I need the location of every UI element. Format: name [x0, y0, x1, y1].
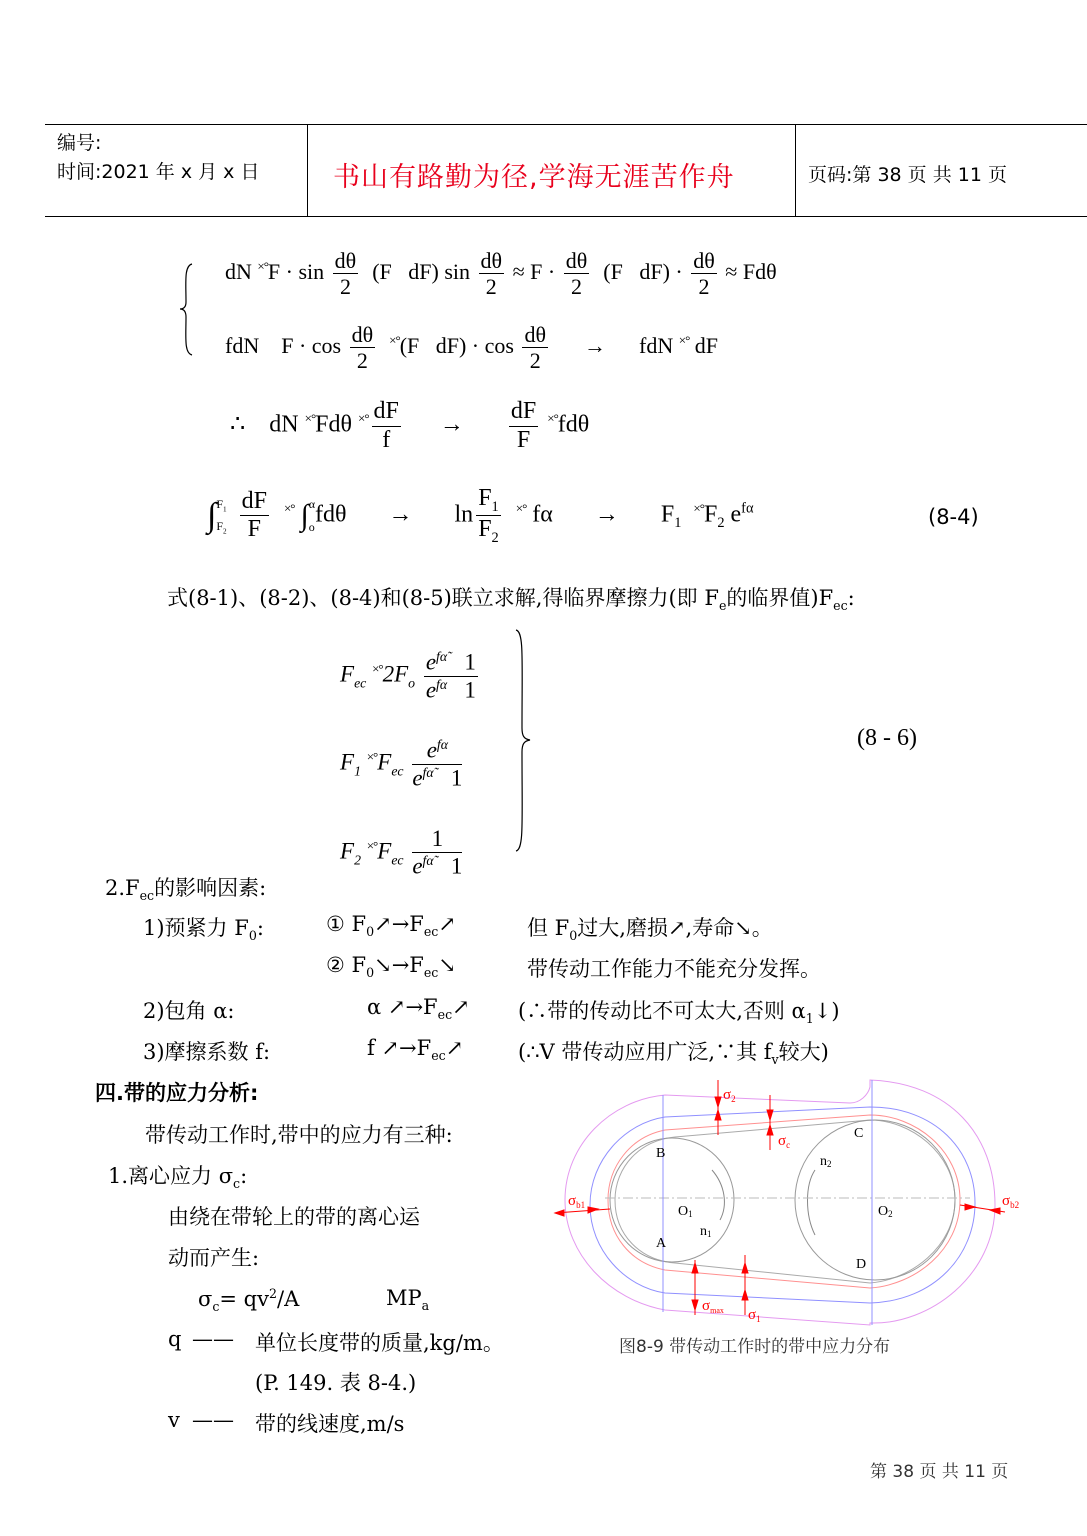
integral-sign: ∫ [207, 496, 217, 534]
large-pulley [795, 1120, 955, 1280]
solve-text-end: 的临界值)F [726, 586, 834, 610]
system-row-1: $F_{ec}$ $^{\times^\circ}2F_o$ $\frac{e^{f\alphã} 1}{e^{f\alpha} 1}$ [340, 648, 476, 703]
center-label-O1: O1 [678, 1204, 693, 1219]
eq1-fraction-1: $\frac{d\theta}{2}$ [334, 248, 357, 300]
stress-desc-2: 动而产生: [168, 1246, 260, 1270]
euler-exponent: fα [741, 500, 754, 517]
eq1-lhs: dN [225, 258, 252, 284]
n1-rotation-arc [712, 1170, 724, 1220]
integral-result: fα [532, 501, 553, 528]
integral-relation: ×° [693, 500, 704, 516]
factor-2-label: 2)包角 α: [143, 999, 235, 1023]
integral-equation: ∫ $F_1$ $F_2$ $\frac{dF}{F}$ ×° ∫ α o fdθ → ln $\frac{F_1}{F_2}$ ×° fα → $F_1$ $^{\times^\circ}F_2$ $e^{f\alpha}$ [207, 485, 754, 547]
stress-label-sigmac: $\sigma_c$ [778, 1133, 791, 1150]
factor-1-case-2-note: 带传动工作能力不能充分发挥。 [527, 957, 821, 981]
therefore-term: dN [269, 411, 299, 438]
document-number-label: 编号: [57, 132, 102, 154]
eq2-rhs-relation: ×° [678, 332, 690, 348]
point-label-D: D [856, 1257, 867, 1272]
stress-unit: $MP_a$ [386, 1286, 430, 1314]
ln-symbol: ln [454, 501, 474, 528]
document-time-label: 时间:2021 年 x 月 x 日 [57, 161, 260, 183]
therefore-relation: ×° [547, 410, 558, 426]
n2-rotation-arc [808, 1170, 816, 1235]
euler-F1: F [660, 501, 675, 528]
eq1-fraction-4: $\frac{d\theta}{2}$ [693, 248, 715, 300]
q-symbol: q [168, 1327, 182, 1351]
ln-fraction: $\frac{F_1}{F_2}$ [478, 485, 499, 547]
integral-relation: ×° [283, 500, 295, 516]
therefore-relation: ×° [358, 410, 369, 426]
factor-3-relation: f $↗\to F_{ec}↗$ [367, 1036, 464, 1064]
stress-section-heading: 四.带的应力分析: [95, 1081, 259, 1105]
center-label-O2: O2 [878, 1204, 893, 1219]
eq2-rhs: fdN [639, 332, 674, 358]
factor-1-case-2: ② $F_0↘\to F_{ec}↘$ [326, 953, 456, 981]
system-row-3: $F_2$ $^{\times^\circ}F_{ec}$ $\frac{1}{e^{f\alphã} 1}$ [340, 825, 463, 879]
eq1-term: dF) sin [408, 258, 471, 284]
eq2-fraction-1: $\frac{d\theta}{2}$ [351, 322, 374, 374]
point-label-B: B [656, 1146, 666, 1161]
q-description: 单位长度带的质量,kg/m。 [255, 1331, 504, 1355]
speed-label-n1: n1 [700, 1224, 712, 1239]
stress-item-1: 1.离心应力 $\sigma_c$: [108, 1164, 248, 1192]
eq1-term: (F [372, 258, 392, 284]
header-bottom-rule [45, 216, 1087, 217]
v-description: 带的线速度,m/s [255, 1412, 405, 1436]
q-reference: (P. 149. 表 8-4.) [255, 1371, 417, 1395]
centrifugal-formula: $\sigma_c= qv^2/A$ [198, 1286, 300, 1315]
stress-label-sigmab1: $\sigma_{b1}$ [568, 1193, 586, 1210]
header-page-info: 页码:第 38 页 共 11 页 [808, 164, 1007, 186]
stress-label-sigma2: $\sigma_2$ [723, 1087, 736, 1104]
therefore-term: Fdθ [315, 411, 352, 438]
solve-paragraph: 式(8-1)、(8-2)、(8-4)和(8-5)联立求解,得临界摩擦力(即 $F_e$的临界值)$F_{ec}$: [167, 586, 855, 614]
header-divider-2 [795, 125, 796, 217]
eq1-fraction-2: $\frac{d\theta}{2}$ [480, 248, 503, 300]
factor-1-case-1: ① $F_0↗\to F_{ec}↗$ [326, 912, 456, 940]
factor-3-note: (∴V 带传动应用广泛,∵其 $f_v$较大) [518, 1040, 829, 1068]
integral-arrow-2: → [594, 501, 619, 528]
outer-stress-envelope [565, 1080, 995, 1325]
stress-label-sigma1: $\sigma_1$ [748, 1307, 761, 1324]
euler-F2: F [703, 501, 718, 528]
therefore-fraction-2: $\frac{dF}{F}$ [510, 398, 537, 453]
stress-label-sigmab2: $\sigma_{b2}$ [1002, 1193, 1020, 1210]
eq2-term: F · cos [281, 332, 342, 358]
eq1-term: F · sin [267, 258, 325, 284]
factor-3-label: 3)摩擦系数 f: [143, 1040, 271, 1064]
therefore-relation: ×° [304, 410, 316, 426]
integral-limits-1: $F_1$ $F_2$ [216, 497, 227, 536]
integral-sign-2: ∫ [300, 498, 309, 532]
eq1-approx: ≈ F · [512, 258, 556, 284]
footer-page-info: 第 38 页 共 11 页 [870, 1462, 1009, 1482]
q-dash: —— [192, 1327, 234, 1351]
factor-2-relation: α $↗\to F_{ec}↗$ [367, 995, 470, 1023]
right-brace [512, 628, 534, 853]
euler-exp-base: e [730, 501, 742, 528]
v-dash: —— [192, 1408, 234, 1432]
small-pulley [610, 1138, 734, 1262]
therefore-equation [230, 398, 589, 454]
integral-fraction: $\frac{dF}{F}$ [241, 487, 267, 543]
equation-line-2 [225, 322, 718, 374]
header-motto: 书山有路勤为径,学海无涯苦作舟 [333, 162, 735, 193]
stress-label-sigmamax: $\sigma_{max}$ [702, 1298, 724, 1315]
stress-desc-1: 由绕在带轮上的带的离心运 [168, 1205, 420, 1229]
eq1-end: ≈ Fdθ [725, 258, 777, 284]
eq2-fraction-2: $\frac{d\theta}{2}$ [524, 322, 547, 374]
figure-caption: 图8-9 带传动工作时的带中应力分布 [619, 1337, 891, 1357]
eq1-term: (F [603, 258, 623, 284]
factor-1-label: 1)预紧力 $F_0$: [143, 916, 264, 944]
speed-label-n2: n2 [820, 1154, 832, 1169]
point-label-C: C [854, 1126, 864, 1141]
equation-label-8-6: (8 - 6) [857, 725, 917, 751]
eq2-rhs-end: dF [694, 332, 719, 358]
eq2-term: (F [399, 332, 420, 358]
eq2-term: dF) · cos [435, 332, 514, 358]
header-divider-1 [307, 125, 308, 217]
eq1-term: dF) · [639, 258, 683, 284]
v-symbol: v [168, 1408, 180, 1432]
system-row-2: $F_1$ $^{\times^\circ}F_{ec}$ $\frac{e^{f\alpha}}{e^{f\alphã} 1}$ [340, 737, 463, 791]
integral-limits-2: α o [308, 497, 316, 534]
eq1-fraction-3: $\frac{d\theta}{2}$ [565, 248, 588, 300]
factor-2-note: (∴带的传动比不可太大,否则 $\alpha_1↓$) [518, 999, 840, 1027]
factors-heading: $2.F_{ec}$的影响因素: [105, 876, 267, 904]
therefore-symbol: ∴ [230, 411, 246, 438]
eq2-arrow: → [584, 332, 607, 358]
system-row-1-fraction: $\frac{e^{f\alphã} 1}{e^{f\alpha} 1}$ [425, 648, 476, 703]
therefore-fraction-1: $\frac{dF}{f}$ [373, 398, 399, 453]
factor-1-case-1-note: 但 $F_0$过大,磨损↗,寿命↘。 [527, 916, 773, 944]
equation-label-8-4: (8-4) [928, 505, 979, 529]
integral-arrow-1: → [388, 501, 413, 528]
eq2-relation-glyph: ×° [389, 332, 400, 348]
critical-force-system [340, 632, 481, 897]
system-row-3-fraction: $\frac{1}{e^{f\alphã} 1}$ [412, 825, 463, 879]
eq1-relation-glyph: ×° [257, 258, 268, 274]
equation-line-1 [225, 248, 777, 300]
left-brace [178, 262, 198, 357]
belt-stress-diagram [550, 1075, 1040, 1335]
stress-intro: 带传动工作时,带中的应力有三种: [145, 1123, 453, 1147]
therefore-arrow: → [439, 411, 464, 438]
eq2-lhs: fdN [225, 332, 260, 358]
solve-text: 式(8-1)、(8-2)、(8-4)和(8-5)联立求解,得临界摩擦力(即 F [167, 586, 719, 610]
therefore-term: fdθ [557, 411, 590, 438]
header-top-rule [45, 124, 1087, 125]
integral-relation: ×° [515, 500, 527, 516]
point-label-A: A [656, 1236, 667, 1251]
system-row-2-fraction: $\frac{e^{f\alpha}}{e^{f\alphã} 1}$ [412, 737, 463, 791]
integral-body: fdθ [315, 501, 347, 528]
